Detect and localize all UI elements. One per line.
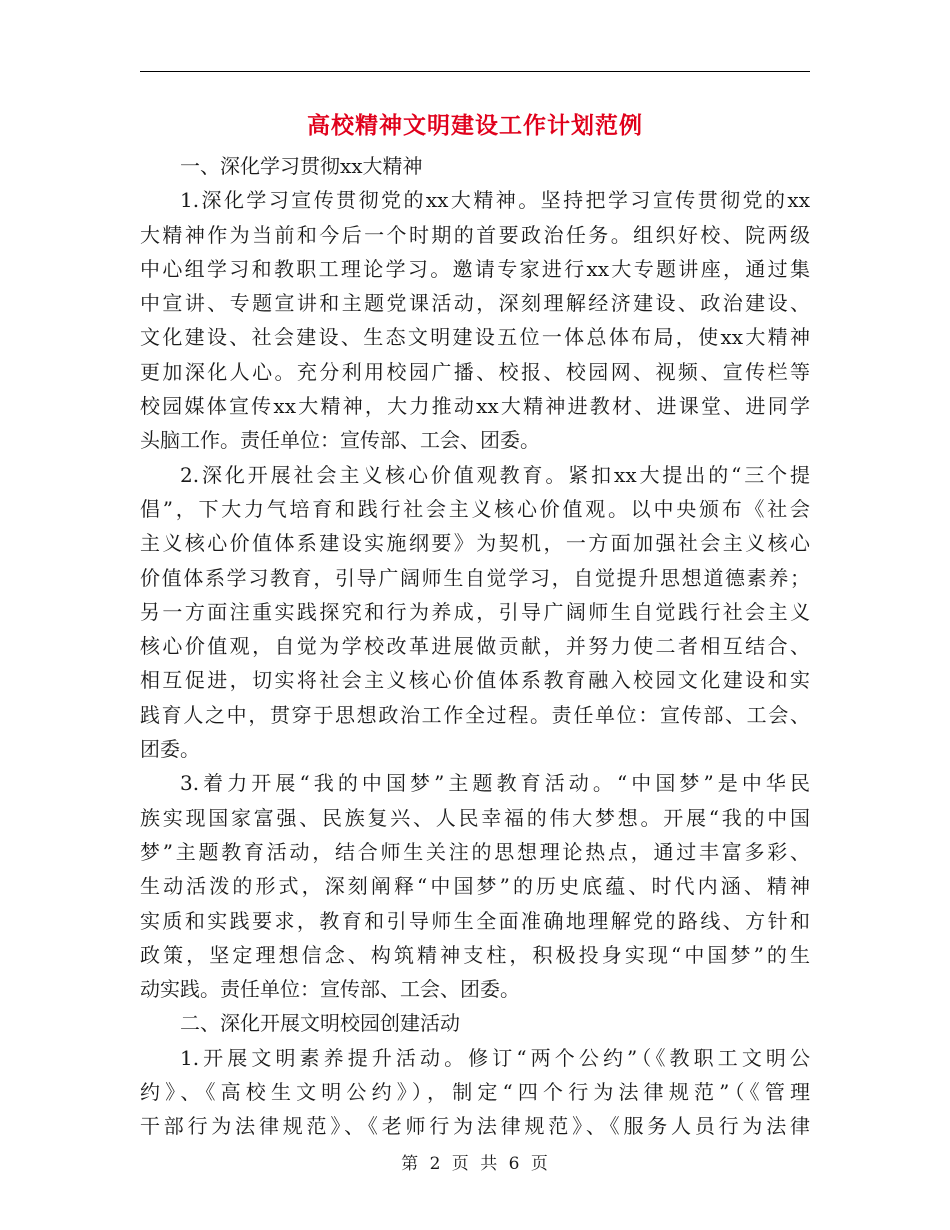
text-line: 动实践。责任单位：宣传部、工会、团委。 bbox=[140, 977, 520, 1002]
text-line: 族实现国家富强、民族复兴、人民幸福的伟大梦想。开展“我的中国 bbox=[140, 805, 810, 830]
text-line: 生动活泼的形式，深刻阐释“中国梦”的历史底蕴、时代内涵、精神 bbox=[140, 874, 810, 899]
text-line: 梦”主题教育活动，结合师生关注的思想理论热点，通过丰富多彩、 bbox=[140, 839, 810, 864]
text-line: 1.开展文明素养提升活动。修订“两个公约”（《教职工文明公 bbox=[180, 1045, 810, 1070]
header-rule bbox=[140, 71, 810, 72]
text-line: 政策，坚定理想信念、构筑精神支柱，积极投身实现“中国梦”的生 bbox=[140, 942, 810, 967]
text-line: 文化建设、社会建设、生态文明建设五位一体总体布局，使xx大精神 bbox=[140, 325, 810, 350]
text-line: 一、深化学习贯彻xx大精神 bbox=[180, 154, 423, 178]
text-line: 二、深化开展文明校园创建活动 bbox=[180, 1011, 460, 1036]
document-body bbox=[140, 149, 810, 1144]
text-line: 践育人之中，贯穿于思想政治工作全过程。责任单位：宣传部、工会、 bbox=[140, 702, 810, 727]
text-line: 实质和实践要求，教育和引导师生全面准确地理解党的路线、方针和 bbox=[140, 908, 810, 933]
text-line: 大精神作为当前和今后一个时期的首要政治任务。组织好校、院两级 bbox=[140, 222, 810, 247]
document-title: 高校精神文明建设工作计划范例 bbox=[307, 113, 643, 139]
text-line: 更加深化人心。充分利用校园广播、校报、校园网、视频、宣传栏等 bbox=[140, 359, 810, 384]
text-line: 团委。 bbox=[140, 737, 200, 762]
text-line: 约》、《高校生文明公约》），制定“四个行为法律规范”（《管理 bbox=[140, 1080, 810, 1105]
text-line: 主义核心价值体系建设实施纲要》为契机，一方面加强社会主义核心 bbox=[140, 531, 810, 556]
text-line: 中宣讲、专题宣讲和主题党课活动，深刻理解经济建设、政治建设、 bbox=[140, 291, 810, 316]
text-line: 倡”，下大力气培育和践行社会主义核心价值观。以中央颁布《社会 bbox=[140, 496, 810, 521]
text-line: 另一方面注重实践探究和行为养成，引导广阔师生自觉践行社会主义 bbox=[140, 599, 810, 624]
text-line: 3.着力开展“我的中国梦”主题教育活动。“中国梦”是中华民 bbox=[180, 771, 810, 796]
text-line: 中心组学习和教职工理论学习。邀请专家进行xx大专题讲座，通过集 bbox=[140, 256, 810, 281]
text-line: 1.深化学习宣传贯彻党的xx大精神。坚持把学习宣传贯彻党的xx bbox=[180, 188, 810, 213]
text-line: 核心价值观，自觉为学校改革进展做贡献，并努力使二者相互结合、 bbox=[140, 634, 810, 659]
text-line: 价值体系学习教育，引导广阔师生自觉学习，自觉提升思想道德素养； bbox=[140, 565, 810, 590]
text-line: 2.深化开展社会主义核心价值观教育。紧扣xx大提出的“三个提 bbox=[180, 462, 810, 487]
text-line: 相互促进，切实将社会主义核心价值体系教育融入校园文化建设和实 bbox=[140, 668, 810, 693]
text-line: 头脑工作。责任单位：宣传部、工会、团委。 bbox=[140, 428, 540, 453]
text-line: 干部行为法律规范》、《老师行为法律规范》、《服务人员行为法律 bbox=[140, 1114, 810, 1139]
text-line: 校园媒体宣传xx大精神，大力推动xx大精神进教材、进课堂、进同学 bbox=[140, 394, 810, 419]
page-footer: 第 2 页 共 6 页 bbox=[401, 1154, 549, 1174]
